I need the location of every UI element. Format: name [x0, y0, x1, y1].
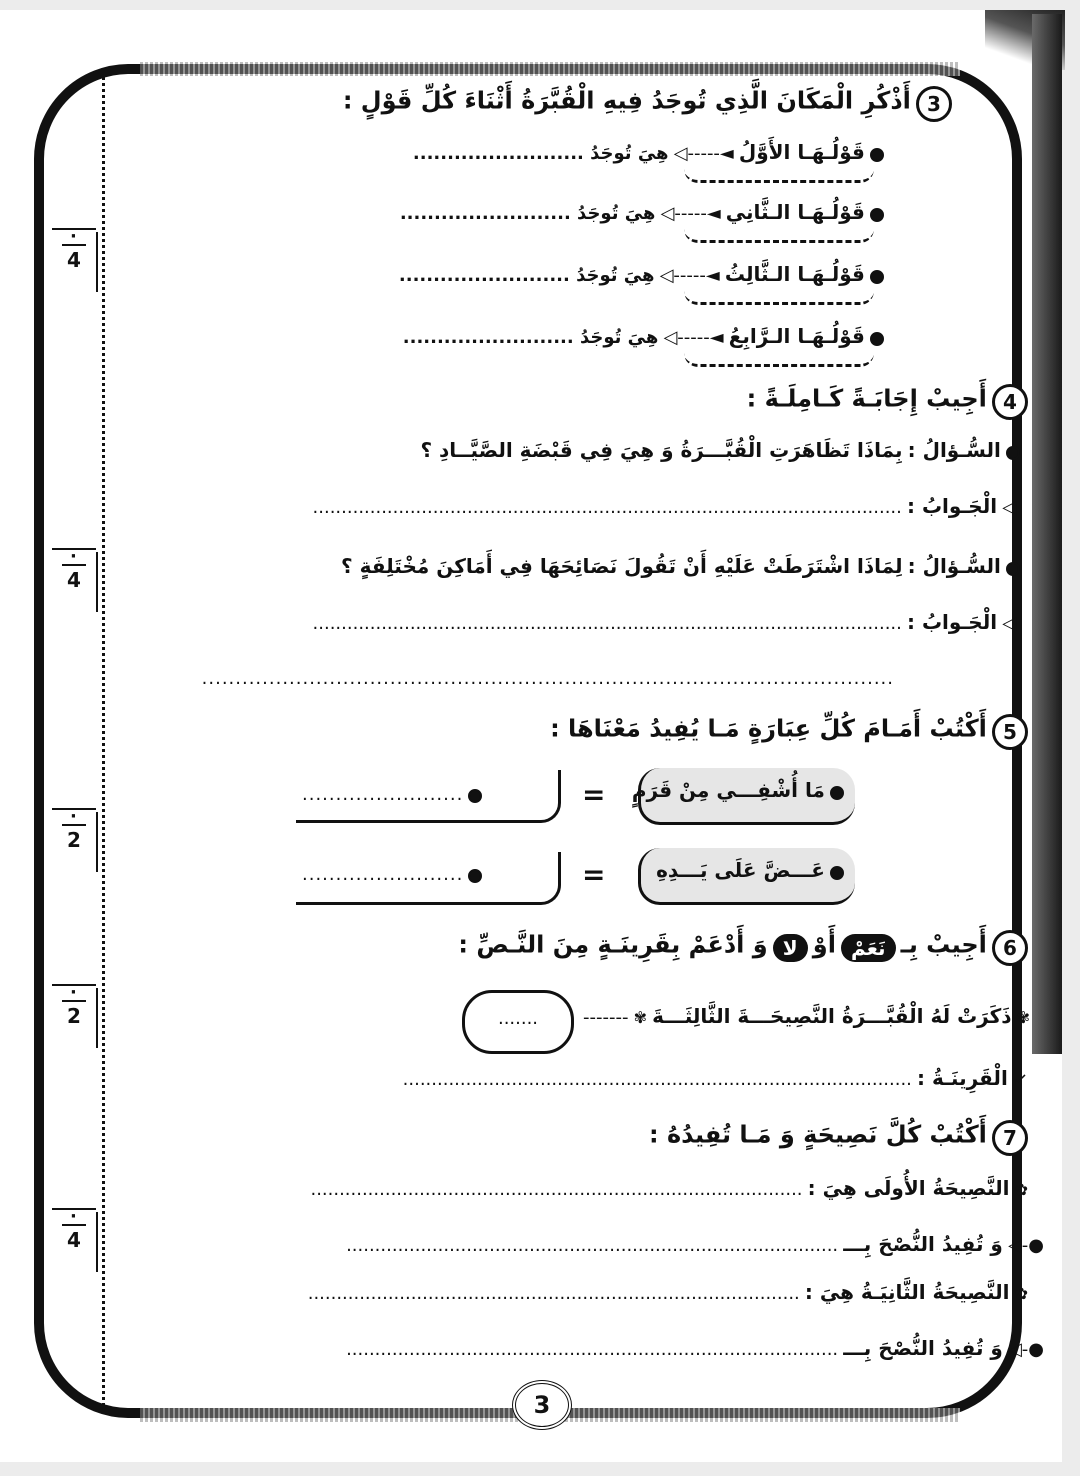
- score-value: 2: [62, 1000, 86, 1028]
- yes-badge: نَعَمْ: [841, 934, 895, 962]
- bullet-icon: [468, 789, 482, 803]
- q5-heading: [550, 714, 1028, 750]
- arrow-left-icon: ●-◁: [1007, 1339, 1044, 1360]
- phrase-text: مَا أُشْفِـــي مِنْ قَرَمٍ: [631, 778, 825, 802]
- q3-row-answer[interactable]: هِيَ تُوجَدُ .........................: [412, 143, 669, 164]
- q6-statement: [583, 1004, 1030, 1028]
- equals-sign: =: [582, 778, 606, 811]
- q7-advice-1: [310, 1176, 1028, 1200]
- q4-question-2: [341, 554, 1020, 578]
- q4-answer-1: [313, 494, 1016, 518]
- frame-stripe-top: [140, 62, 960, 76]
- answer-line[interactable]: ........................: [302, 864, 464, 885]
- q4-answer-2: [313, 610, 1016, 634]
- answer-line[interactable]: ......................................................................................: [310, 1179, 803, 1200]
- q3-row-label: قَوْلُـهَـا الأَوَّلُ: [738, 140, 865, 164]
- arrow-left-icon: ●-◁: [1007, 1235, 1044, 1256]
- bullet-icon: [830, 866, 844, 880]
- answer-line[interactable]: .......................................................................................................: [312, 613, 902, 634]
- flower-icon: ✾: [1016, 1008, 1030, 1027]
- phrase-text: عَـــضَّ عَلَى يَـــدِهِ: [656, 858, 825, 882]
- score-box-q5: · 2: [52, 812, 98, 872]
- q5-phrase-1: [632, 778, 844, 802]
- advice-label: النَّصِيحَةُ الأُولَى هِيَ :: [807, 1176, 1010, 1200]
- q3-row-answer[interactable]: هِيَ تُوجَدُ .........................: [399, 203, 656, 224]
- no-badge: لا: [773, 934, 808, 962]
- score-value: 4: [62, 244, 86, 272]
- evidence-line[interactable]: .........................................................................................: [402, 1069, 912, 1090]
- benefit-label: وَ تُفِيدُ النُّصْحَ بِـــ: [843, 1232, 1003, 1256]
- score-box-q3: · 4: [52, 232, 98, 292]
- question-label: السُّـؤالُ :: [907, 554, 1001, 578]
- answer-line[interactable]: ......................................................................................: [346, 1339, 839, 1360]
- q4-heading: [747, 384, 1028, 420]
- answer-label: الْجَـوابُ :: [906, 494, 998, 518]
- score-value: 4: [62, 1224, 86, 1252]
- benefit-label: وَ تُفِيدُ النُّصْحَ بِـــ: [843, 1336, 1003, 1360]
- score-value: 2: [62, 824, 86, 852]
- answer-line[interactable]: ........................: [302, 784, 464, 805]
- dashed-label-box: [684, 266, 874, 305]
- q4-question-1: [420, 438, 1020, 462]
- answer-cloud[interactable]: [462, 990, 574, 1054]
- statement-text: ذَكَرَتْ لَهُ الْقُبَّـــرَةُ النَّصِيحَـــةَ الثَّالِثَـــةَ: [652, 1004, 1012, 1028]
- q7-benefit-1: [346, 1232, 1044, 1256]
- q5-number: 5: [992, 714, 1028, 750]
- bullet-icon: [468, 869, 482, 883]
- triangle-icon: ◁: [1002, 613, 1016, 634]
- q3-row-answer[interactable]: هِيَ تُوجَدُ .........................: [402, 327, 659, 348]
- page-number: 3: [512, 1380, 572, 1430]
- q7-heading: [649, 1120, 1028, 1156]
- q7-number: 7: [992, 1120, 1028, 1156]
- question-text: بِمَاذَا تَظَاهَرَتِ الْقُبَّـــرَةُ وَ هِيَ فِي قَبْضَةِ الصَّيَّــادِ ؟: [420, 438, 903, 462]
- score-box-q6: · 2: [52, 988, 98, 1048]
- answer-line[interactable]: ......................................................................................: [307, 1283, 800, 1304]
- q6-evidence: [403, 1066, 1028, 1090]
- q3-number: 3: [916, 86, 952, 122]
- answer-line[interactable]: .......................................................................................................: [201, 668, 894, 689]
- evidence-label: الْقَرِينَـةُ :: [917, 1066, 1008, 1090]
- q6-heading: [458, 930, 1028, 966]
- q4-title: أَجِيبْ إِجَابَـةً كَـامِلَـةً :: [746, 384, 987, 413]
- q3-row-label: قَوْلُـهَـا الـثَّالِثُ: [724, 262, 865, 286]
- q3-row-answer[interactable]: هِيَ تُوجَدُ .........................: [398, 265, 655, 286]
- q7-advice-2: [308, 1280, 1028, 1304]
- score-value: 4: [62, 564, 86, 592]
- equals-sign: =: [582, 858, 606, 891]
- question-text: لِمَاذَا اشْتَرَطَتْ عَلَيْهِ أَنْ تَقُولَ نَصَائِحَهَا فِي أَمَاكِنَ مُخْتَلِفَةٍ ؟: [341, 554, 903, 578]
- bullet-icon: [1006, 446, 1020, 460]
- flower-icon: ✾: [633, 1008, 647, 1027]
- q3-row-label: قَوْلُـهَـا الـرَّابِعُ: [728, 324, 865, 348]
- advice-label: النَّصِيحَةُ الثَّانِيَـةُ هِيَ :: [804, 1280, 1010, 1304]
- dashed-connector: -------: [583, 1007, 629, 1028]
- scan-shadow-edge: [1032, 14, 1062, 1054]
- q6-number: 6: [992, 930, 1028, 966]
- score-box-q4: · 4: [52, 552, 98, 612]
- q5-title: أَكْتُبْ أَمَـامَ كُلِّ عِبَارَةٍ مَـا يُفِيدُ مَعْنَاهَا :: [550, 714, 987, 743]
- q7-benefit-2: [346, 1336, 1044, 1360]
- q3-heading: [343, 86, 952, 122]
- flower-icon: ✿: [1014, 1180, 1028, 1199]
- q5-answer-2: [302, 864, 482, 885]
- flower-icon: ✿: [1014, 1284, 1028, 1303]
- q5-phrase-2: [656, 858, 844, 882]
- q4-number: 4: [992, 384, 1028, 420]
- q6-title-b: وَ أَدْعَمْ بِقَرِينَـةٍ مِنَ النَّـصِّ :: [458, 930, 768, 959]
- dashed-label-box: [684, 144, 874, 183]
- cloud-placeholder: .......: [497, 1008, 539, 1029]
- answer-line[interactable]: ......................................................................................: [346, 1235, 839, 1256]
- score-margin-line: [102, 72, 105, 1412]
- q6-title-a: أَجِيبْ بِـ: [900, 930, 987, 959]
- bullet-icon: [1006, 562, 1020, 576]
- arrow-left-icon: ◄-----◁: [673, 143, 734, 164]
- q7-title: أَكْتُبْ كُلَّ نَصِيحَةٍ وَ مَـا تُفِيدُهُ :: [648, 1120, 987, 1149]
- arrow-left-icon: ◄-----◁: [663, 327, 724, 348]
- arrow-icon: ↙: [1012, 1069, 1028, 1090]
- answer-label: الْجَـوابُ :: [906, 610, 998, 634]
- score-box-q7: · 4: [52, 1212, 98, 1272]
- bullet-icon: [830, 786, 844, 800]
- q4-answer-2-extra: [202, 668, 894, 689]
- q5-answer-1: [302, 784, 482, 805]
- q6-or: أَوْ: [812, 930, 836, 959]
- q3-row-label: قَوْلُـهَـا الـثَّانِي: [725, 200, 865, 224]
- arrow-left-icon: ◄-----◁: [660, 203, 721, 224]
- dashed-label-box: [684, 204, 874, 243]
- answer-line[interactable]: .......................................................................................................: [312, 497, 902, 518]
- question-label: السُّـؤالُ :: [907, 438, 1001, 462]
- triangle-icon: ◁: [1002, 497, 1016, 518]
- q3-title: أَذْكُرِ الْمَكَانَ الَّذِي تُوجَدُ فِيهِ الْقُبَّرَةُ أَثْنَاءَ كُلِّ قَوْلٍ :: [342, 86, 911, 115]
- dashed-label-box: [684, 328, 874, 367]
- arrow-left-icon: ◄-----◁: [659, 265, 720, 286]
